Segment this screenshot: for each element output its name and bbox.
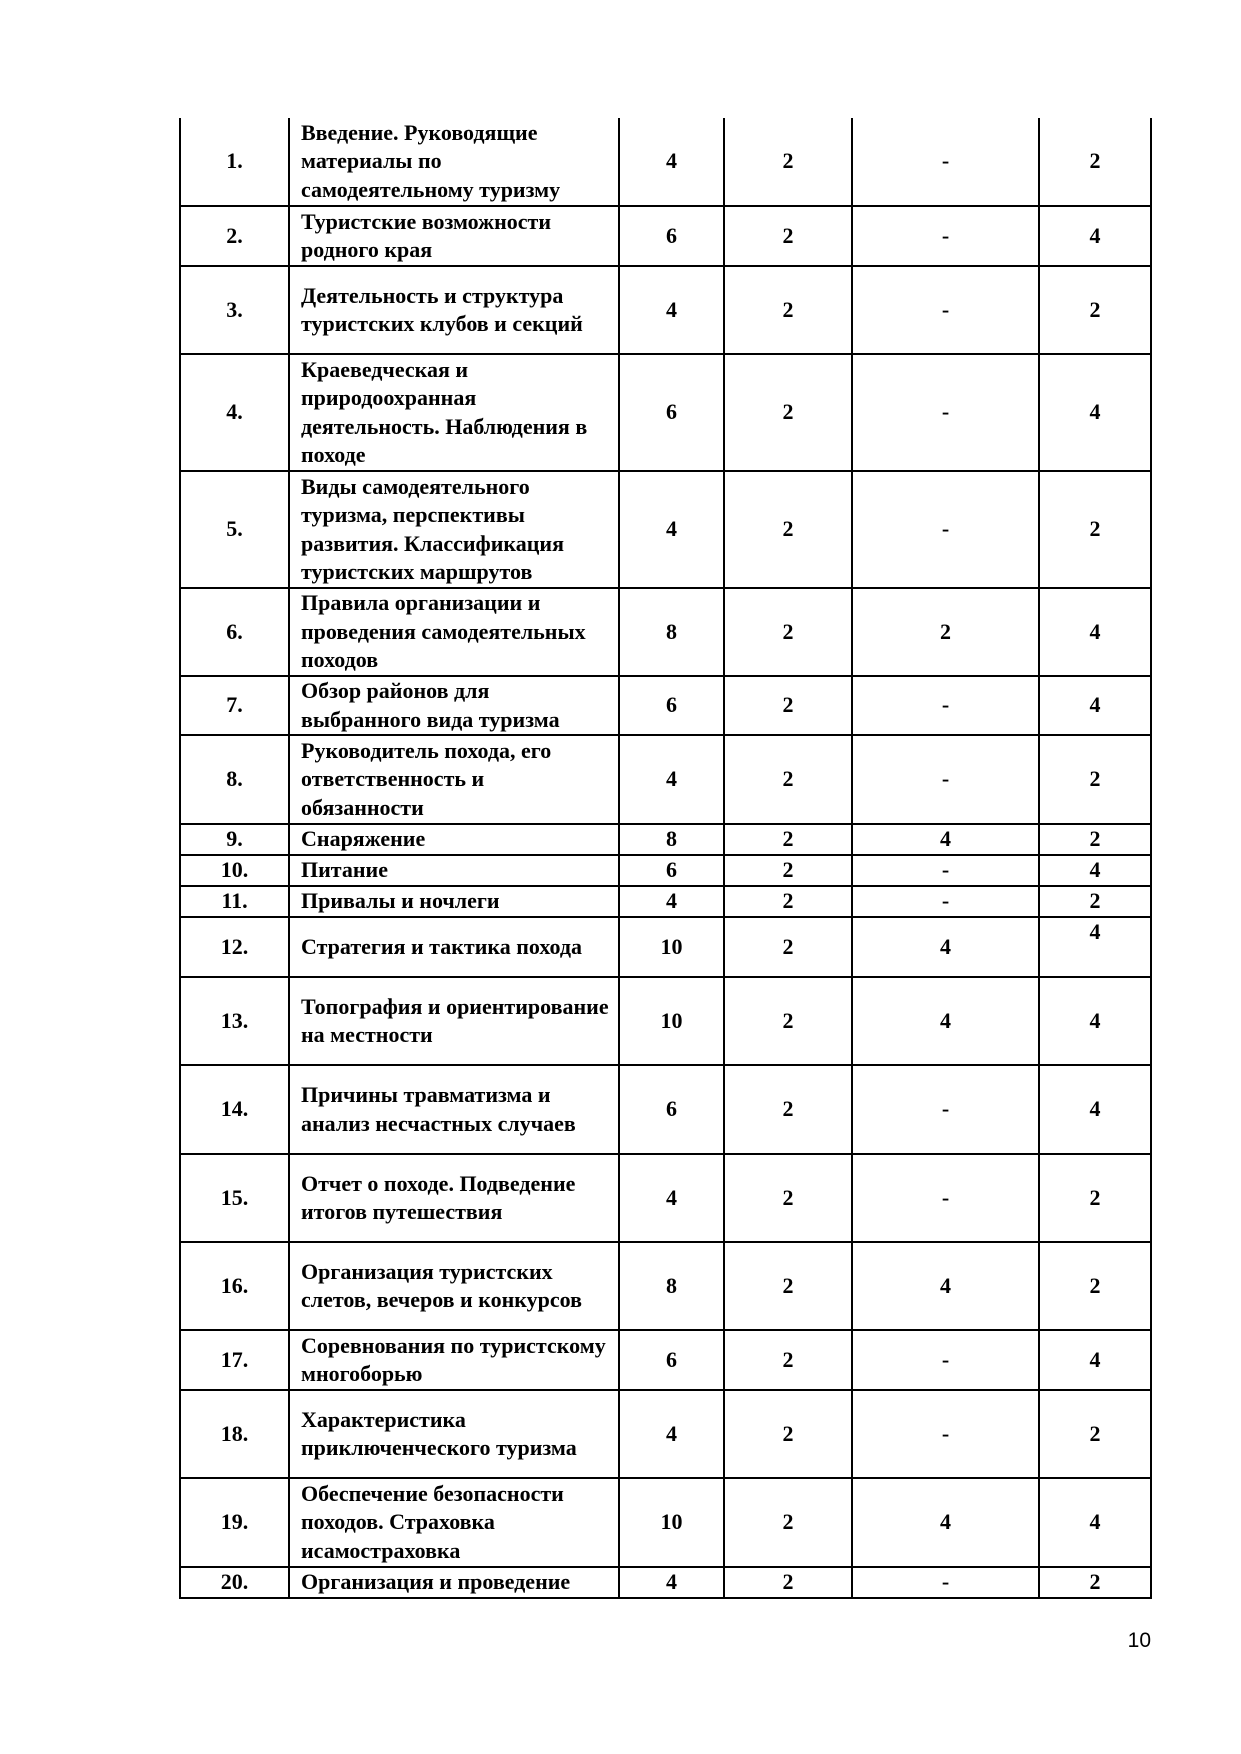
topic-name: Соревнования по туристскому многоборью	[289, 1330, 619, 1390]
extra-hours: 4	[1039, 1478, 1151, 1567]
row-number: 5.	[180, 471, 289, 588]
practice-hours: -	[852, 1330, 1039, 1390]
row-number: 7.	[180, 676, 289, 735]
table-row	[180, 855, 1151, 886]
topic-name: Обеспечение безопасности походов. Страховка исамостраховка	[289, 1478, 619, 1567]
row-number: 15.	[180, 1154, 289, 1242]
table-row	[180, 118, 1151, 206]
table-row	[180, 886, 1151, 917]
topic-name: Отчет о походе. Подведение итогов путешествия	[289, 1154, 619, 1242]
total-hours: 6	[619, 676, 724, 735]
topic-name: Снаряжение	[289, 824, 619, 855]
theory-hours: 2	[724, 886, 852, 917]
practice-hours: -	[852, 1567, 1039, 1598]
practice-hours: -	[852, 735, 1039, 824]
table-row	[180, 824, 1151, 855]
theory-hours: 2	[724, 735, 852, 824]
topic-name: Введение. Руководящие материалы по самодеятельному туризму	[289, 118, 619, 206]
topic-name: Характеристика приключенческого туризма	[289, 1390, 619, 1478]
topic-name: Питание	[289, 855, 619, 886]
row-number: 2.	[180, 206, 289, 266]
practice-hours: 4	[852, 824, 1039, 855]
extra-hours: 4	[1039, 855, 1151, 886]
total-hours: 6	[619, 1065, 724, 1154]
row-number: 1.	[180, 118, 289, 206]
row-number: 17.	[180, 1330, 289, 1390]
extra-hours: 2	[1039, 824, 1151, 855]
topic-name: Краеведческая и природоохранная деятельность. Наблюдения в походе	[289, 354, 619, 471]
extra-hours: 2	[1039, 1154, 1151, 1242]
total-hours: 6	[619, 1330, 724, 1390]
theory-hours: 2	[724, 1242, 852, 1330]
table-row	[180, 977, 1151, 1065]
row-number: 13.	[180, 977, 289, 1065]
theory-hours: 2	[724, 977, 852, 1065]
extra-hours: 2	[1039, 1390, 1151, 1478]
practice-hours: 4	[852, 1242, 1039, 1330]
total-hours: 6	[619, 206, 724, 266]
theory-hours: 2	[724, 676, 852, 735]
row-number: 6.	[180, 588, 289, 676]
theory-hours: 2	[724, 206, 852, 266]
table-row	[180, 354, 1151, 471]
table-row	[180, 206, 1151, 266]
extra-hours: 4	[1039, 917, 1151, 977]
topic-name: Организация туристских слетов, вечеров и конкурсов	[289, 1242, 619, 1330]
topic-name: Правила организации и проведения самодеятельных походов	[289, 588, 619, 676]
extra-hours: 4	[1039, 977, 1151, 1065]
table-row	[180, 1065, 1151, 1154]
topic-name: Топография и ориентирование на местности	[289, 977, 619, 1065]
topic-name: Обзор районов для выбранного вида туризма	[289, 676, 619, 735]
row-number: 3.	[180, 266, 289, 354]
extra-hours: 4	[1039, 676, 1151, 735]
table-row	[180, 676, 1151, 735]
total-hours: 4	[619, 1154, 724, 1242]
theory-hours: 2	[724, 588, 852, 676]
table-row	[180, 1330, 1151, 1390]
theory-hours: 2	[724, 1567, 852, 1598]
table-row	[180, 588, 1151, 676]
extra-hours: 2	[1039, 735, 1151, 824]
extra-hours: 4	[1039, 588, 1151, 676]
theory-hours: 2	[724, 1154, 852, 1242]
practice-hours: -	[852, 354, 1039, 471]
practice-hours: -	[852, 1065, 1039, 1154]
practice-hours: -	[852, 118, 1039, 206]
topic-name: Деятельность и структура туристских клубов и секций	[289, 266, 619, 354]
extra-hours: 4	[1039, 206, 1151, 266]
table-row	[180, 1154, 1151, 1242]
total-hours: 8	[619, 824, 724, 855]
total-hours: 4	[619, 266, 724, 354]
total-hours: 10	[619, 917, 724, 977]
theory-hours: 2	[724, 824, 852, 855]
practice-hours: 2	[852, 588, 1039, 676]
total-hours: 4	[619, 735, 724, 824]
total-hours: 10	[619, 1478, 724, 1567]
page-number: 10	[1127, 1629, 1151, 1652]
theory-hours: 2	[724, 266, 852, 354]
theory-hours: 2	[724, 1478, 852, 1567]
row-number: 19.	[180, 1478, 289, 1567]
practice-hours: -	[852, 206, 1039, 266]
total-hours: 6	[619, 855, 724, 886]
total-hours: 4	[619, 1567, 724, 1598]
topic-name: Стратегия и тактика похода	[289, 917, 619, 977]
table-row	[180, 917, 1151, 977]
extra-hours: 4	[1039, 1330, 1151, 1390]
extra-hours: 2	[1039, 118, 1151, 206]
theory-hours: 2	[724, 471, 852, 588]
extra-hours: 4	[1039, 354, 1151, 471]
table-row	[180, 1390, 1151, 1478]
practice-hours: -	[852, 471, 1039, 588]
extra-hours: 2	[1039, 266, 1151, 354]
theory-hours: 2	[724, 917, 852, 977]
row-number: 20.	[180, 1567, 289, 1598]
total-hours: 6	[619, 354, 724, 471]
extra-hours: 2	[1039, 1242, 1151, 1330]
practice-hours: -	[852, 855, 1039, 886]
topic-name: Руководитель похода, его ответственность и обязанности	[289, 735, 619, 824]
topic-name: Привалы и ночлеги	[289, 886, 619, 917]
total-hours: 4	[619, 1390, 724, 1478]
table-row	[180, 471, 1151, 588]
practice-hours: -	[852, 1390, 1039, 1478]
program-table-body	[180, 118, 1151, 1598]
theory-hours: 2	[724, 1330, 852, 1390]
theory-hours: 2	[724, 855, 852, 886]
extra-hours: 2	[1039, 1567, 1151, 1598]
practice-hours: 4	[852, 977, 1039, 1065]
extra-hours: 4	[1039, 1065, 1151, 1154]
practice-hours: -	[852, 266, 1039, 354]
practice-hours: 4	[852, 1478, 1039, 1567]
topic-name: Туристские возможности родного края	[289, 206, 619, 266]
topic-name: Виды самодеятельного туризма, перспективы развития. Классификация туристских маршрутов	[289, 471, 619, 588]
theory-hours: 2	[724, 1065, 852, 1154]
row-number: 10.	[180, 855, 289, 886]
extra-hours: 2	[1039, 886, 1151, 917]
row-number: 9.	[180, 824, 289, 855]
row-number: 12.	[180, 917, 289, 977]
total-hours: 4	[619, 471, 724, 588]
theory-hours: 2	[724, 1390, 852, 1478]
row-number: 16.	[180, 1242, 289, 1330]
program-table	[179, 118, 1152, 1599]
row-number: 18.	[180, 1390, 289, 1478]
theory-hours: 2	[724, 118, 852, 206]
extra-hours: 2	[1039, 471, 1151, 588]
table-row	[180, 735, 1151, 824]
practice-hours: -	[852, 676, 1039, 735]
table-row	[180, 1478, 1151, 1567]
total-hours: 4	[619, 118, 724, 206]
table-row	[180, 266, 1151, 354]
practice-hours: -	[852, 886, 1039, 917]
topic-name: Организация и проведение	[289, 1567, 619, 1598]
total-hours: 8	[619, 1242, 724, 1330]
row-number: 14.	[180, 1065, 289, 1154]
row-number: 4.	[180, 354, 289, 471]
total-hours: 10	[619, 977, 724, 1065]
total-hours: 4	[619, 886, 724, 917]
row-number: 11.	[180, 886, 289, 917]
theory-hours: 2	[724, 354, 852, 471]
practice-hours: 4	[852, 917, 1039, 977]
table-row	[180, 1567, 1151, 1598]
table-row	[180, 1242, 1151, 1330]
row-number: 8.	[180, 735, 289, 824]
practice-hours: -	[852, 1154, 1039, 1242]
topic-name: Причины травматизма и анализ несчастных случаев	[289, 1065, 619, 1154]
total-hours: 8	[619, 588, 724, 676]
